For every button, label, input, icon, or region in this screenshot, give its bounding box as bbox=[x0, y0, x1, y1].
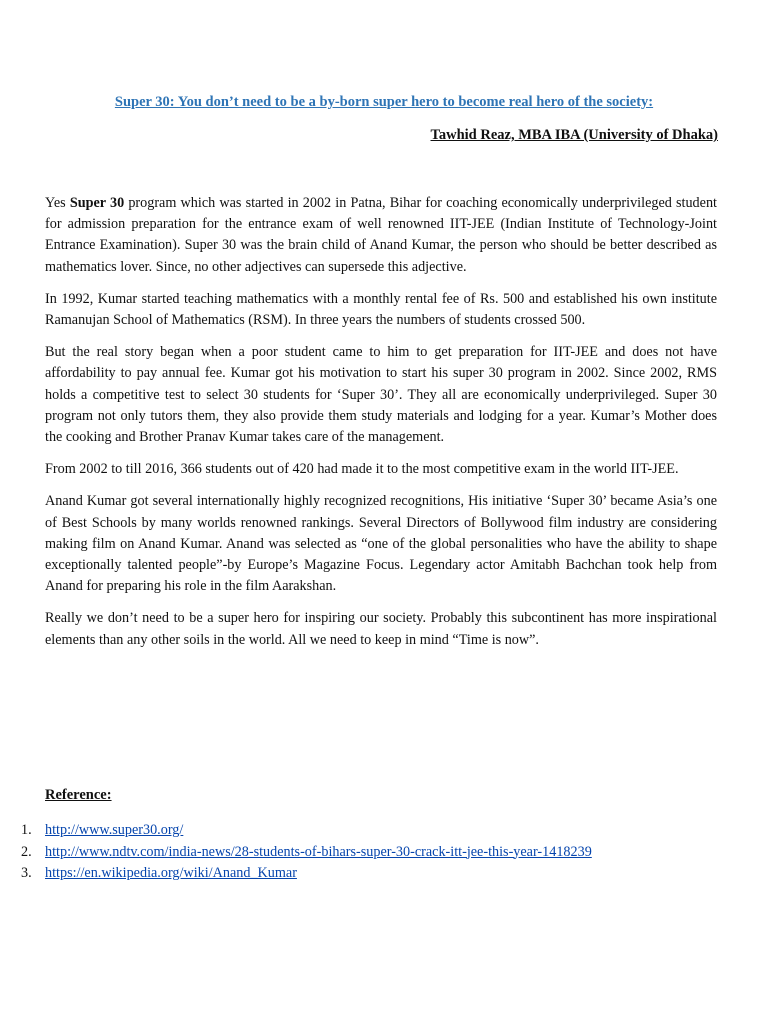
reference-list bbox=[0, 820, 768, 885]
reference-number: 3. bbox=[21, 865, 32, 881]
reference-heading: Reference: bbox=[45, 787, 112, 803]
reference-item bbox=[0, 863, 768, 885]
paragraph-1 bbox=[45, 193, 717, 278]
paragraph-3: But the real story began when a poor student came to him to get preparation for IIT-JEE and does not have affordability to pay annual fee. Kumar got his motivation to start his super 30 program in 2002. Since 2002, RMS holds a competitive test to select 30 students for ‘Super 30’. They all are economically underprivileged. Super 30 program not only tutors them, they also provide them study materials and lodging for a year. Kumar’s Mother does the cooking and Brother Pranav Kumar takes care of the management. bbox=[45, 344, 717, 446]
reference-link-wikipedia[interactable]: https://en.wikipedia.org/wiki/Anand_Kumar bbox=[45, 865, 297, 881]
paragraph-1-lead: Yes bbox=[45, 195, 70, 211]
reference-item bbox=[0, 820, 768, 842]
paragraph-5: Anand Kumar got several internationally highly recognized recognitions, His initiative ‘Super 30’ became Asia’s one of Best Schools by many worlds renowned rankings. Several Directors of Bollywood film industry are considering making film on Anand Kumar. Anand was selected as “one of the global personalities who have the ability to shape exceptionally talented people”-by Europe’s Magazine Focus. Legendary actor Amitabh Bachchan took help from Anand for preparing his role in the film Aarakshan. bbox=[45, 493, 717, 595]
reference-item bbox=[0, 842, 768, 864]
paragraph-2: In 1992, Kumar started teaching mathematics with a monthly rental fee of Rs. 500 and established his own institute Ramanujan School of Mathematics (RSM). In three years the numbers of students crossed 500. bbox=[45, 290, 717, 329]
reference-link-super30[interactable]: http://www.super30.org/ bbox=[45, 822, 184, 838]
document-title: Super 30: You don’t need to be a by-born super hero to become real hero of the society: bbox=[114, 94, 654, 110]
paragraph-1-bold: Super 30 bbox=[69, 195, 125, 211]
paragraph-1-rest: program which was started in 2002 in Patna, Bihar for coaching economically underprivileged student for admission preparation for the entrance exam of well renowned IIT-JEE (Indian Institute of Technology-Joint Entrance Examination). Super 30 was the brain child of Anand Kumar, the person who should be better described as mathematics lover. Since, no other adjectives can supersede this adjective. bbox=[45, 195, 717, 275]
reference-number: 2. bbox=[21, 843, 32, 860]
reference-link-ndtv[interactable]: http://www.ndtv.com/india-news/28-students-of-bihars-super-30-crack-itt-jee-this-year-1418239 bbox=[45, 843, 592, 860]
article-body bbox=[45, 193, 717, 662]
paragraph-6: Really we don’t need to be a super hero for inspiring our society. Probably this subcontinent has more inspirational elements than any other soils in the world. All we need to keep in mind “Time is now”. bbox=[45, 610, 717, 648]
reference-number: 1. bbox=[21, 822, 32, 838]
paragraph-4: From 2002 to till 2016, 366 students out of 420 had made it to the most competitive exam in the world IIT-JEE. bbox=[45, 461, 679, 478]
author-line: Tawhid Reaz, MBA IBA (University of Dhaka) bbox=[430, 127, 718, 143]
